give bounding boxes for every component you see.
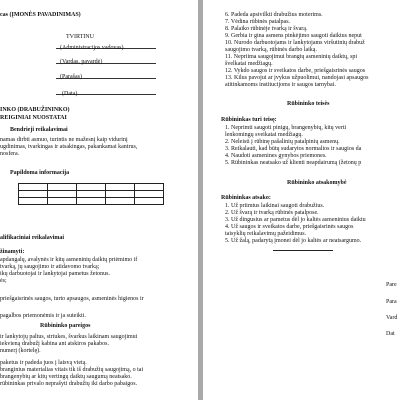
- list-item: 6. Padeda apsivilkti drabužius moterims.: [225, 12, 323, 18]
- general-line: namas dirbti asmuo, turintis ne mažesnį kaip vidurinį: [0, 137, 128, 143]
- know-line: apdangalų, avalynės ir kitų asmeninių daiktų priėmimo if: [0, 257, 138, 263]
- list-item: 1. Neprimti saugoti pinigų, brangenybių, kitų verti: [225, 125, 347, 131]
- first-aid-line: pagalbos priemonėmis ir ja suteikti.: [0, 313, 86, 319]
- extra-info-table: [18, 183, 164, 205]
- sec-extra-title: Papildoma informacija: [10, 170, 70, 176]
- duty-line: paketus ir padeda juos į laisvą vietą.: [0, 360, 87, 366]
- sec-rights-title: Rūbininko teisės: [287, 101, 330, 107]
- name-surname-label: (Vardas, pavardė): [60, 59, 103, 65]
- list-item: 1. Už priimtus laikinai saugoti drabužius.: [225, 203, 325, 209]
- list-item: 13. Kilus pavojui ar įvykus užpuolimui, nandojasi apsaugos: [225, 75, 369, 81]
- side-label: Vard: [386, 315, 398, 321]
- right-page: [203, 0, 400, 400]
- duty-line: brangenybių ar kitų vertingų daiktų saugumą neatsako.: [0, 374, 132, 380]
- sec-duties-title: Rūbininko pareigos: [40, 323, 91, 329]
- sec-general-title: Bendrieji reikalavimai: [10, 127, 68, 133]
- general-line: nosfera.: [0, 151, 20, 157]
- list-item: taisyklių reikalavimų pažeidimus.: [225, 231, 307, 237]
- list-item: 4. Naudoti asmenines gynybos priemones.: [225, 153, 327, 159]
- list-item: lenkomingų sveikatai medžiagų.: [225, 132, 303, 138]
- list-item: 4. Už saugos ir sveikatos darbe, priešgaisrinės saugos: [225, 224, 354, 230]
- list-item: atitinkamoms institucijoms ir saugos tarnybai.: [225, 82, 336, 88]
- list-item: 9. Gerbia ir gina asmens pinkėjimo saugoti daiktus neput: [225, 33, 362, 39]
- duty-line: rūbininkas privalo neprašyti drabužių iki darbo pabaigos.: [0, 381, 138, 387]
- must-know-label: žinamyti:: [0, 249, 25, 255]
- list-item: švelkatai medžiagų.: [225, 61, 273, 67]
- list-item: 5. Už žalą, padarytą įmonei dėl jo kaltės ar neatsargumo.: [225, 238, 362, 244]
- list-item: 3. Reikalauti, kad būtų sudarytos normalios ir saugios da: [225, 146, 362, 152]
- duty-line: numerį (kortelę).: [0, 348, 41, 354]
- responsibility-intro: Rūbininkas atsako:: [221, 195, 271, 201]
- side-label: Pare: [386, 282, 397, 288]
- list-item: 12. Vykdo saugos ir sveikatos darbe, priešgaisrinės saugos: [225, 68, 366, 74]
- list-item: 3. Už dingusius ar pametus dėl jo kaltės asmeninius daiktu: [225, 217, 366, 223]
- signature-label: (Parašas): [60, 74, 82, 80]
- know-line: ės;: [0, 278, 7, 284]
- know-line: ikų darbuotojai ir lankytojai pametus žetonus.: [0, 271, 110, 277]
- list-item: 5. Rūbininkas neatsako už klienti neapdairumą (žetonų p: [225, 160, 362, 166]
- sec-quals-title: alifikaciniai reikalavimai: [0, 235, 65, 241]
- side-label: Para: [386, 299, 397, 305]
- side-label: Dat: [386, 331, 395, 337]
- know-line: tvarką, jų saugojimo ir atidavomo tvarką;: [0, 264, 100, 270]
- list-item: saugojimo tvarką, rūbinės darbo laiką.: [225, 47, 317, 53]
- rights-list: [225, 125, 361, 167]
- duty-line: ir lankytojų paltus, striukes, švarkus laikinam saugojimui: [0, 334, 138, 340]
- list-item: 8. Palaiko rūbinėje tvarką ir švarą.: [225, 26, 308, 32]
- list-item: 2. Už švarą ir tvarką rūbinės patalpose.: [225, 210, 319, 216]
- duty-line: iekvieną drabužį kabina ant atskiros pakabos.: [0, 341, 109, 347]
- separator-line: [273, 250, 333, 251]
- general-line: ugdinimas, tvarkingas ir atsakingas, pakankamai kantrus,: [0, 144, 138, 150]
- duty-line: branginius materialias vitais tik iš drabužių saugojimą, o tai: [0, 367, 144, 373]
- left-page: [0, 0, 198, 400]
- company-header: cas (ĮMONĖS PAVADINIMAS): [0, 12, 81, 18]
- approve-label: TVIRTINU: [66, 34, 94, 40]
- date-label: (Data): [62, 91, 78, 97]
- responsibility-list: [225, 203, 366, 245]
- list-item: 11. Nepriima saugojimui brangių asmeninių daiktų, spi: [225, 54, 358, 60]
- sec-responsibility-title: Rūbininko atsakomybė: [287, 180, 347, 186]
- hygiene-line: priešgaisrinės saugos, turto apsaugos, asmeninės higienos ir: [0, 296, 144, 302]
- admin-head-label: (Administracijos vadovas): [60, 45, 124, 51]
- doc-title-1: INKO (DRABUŽININKO): [0, 107, 70, 113]
- list-item: 2. Neleisti į rūbinę pašalinių patalpinių asmenų.: [225, 139, 340, 145]
- list-item: 7. Vėdina rūbinės patalpas.: [225, 19, 291, 25]
- list-item: 10. Nurodo darbuotojams ir lankytojams viršutinių drabuž: [225, 40, 365, 46]
- doc-title-2: REIGINIAI NUOSTATAI: [0, 115, 67, 121]
- rights-intro: Rūbininkas turi teisę:: [221, 117, 277, 123]
- duties-continued-list: [225, 12, 368, 89]
